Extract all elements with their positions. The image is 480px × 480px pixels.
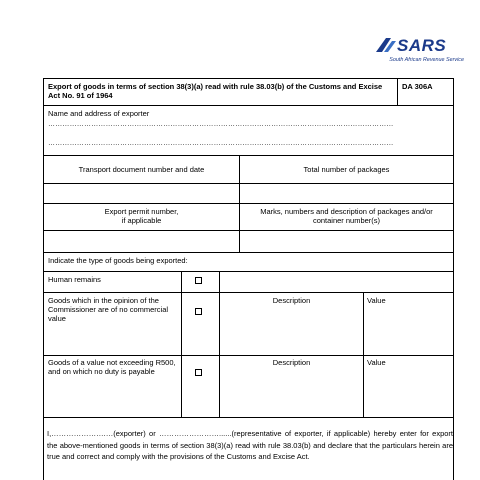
total-packages-label: Total number of packages	[303, 165, 390, 174]
value-label: Value	[367, 296, 386, 305]
export-permit-field[interactable]	[44, 231, 239, 252]
transport-doc-label: Transport document number and date	[78, 165, 205, 174]
name-address-line-2[interactable]: ………………………………………………………………………………………………………………………………	[48, 140, 394, 147]
name-address-label: Name and address of exporter	[48, 109, 150, 118]
goods-row-label: Goods of a value not exceeding R500, and on which no duty is payable	[48, 358, 176, 376]
form-number: DA 306A	[402, 82, 433, 91]
marks-numbers-field[interactable]	[240, 231, 453, 252]
name-address-line-1[interactable]: ………………………………………………………………………………………………………………………………	[48, 121, 394, 128]
logo-tagline: South African Revenue Service	[389, 57, 464, 63]
goods-type-label: Indicate the type of goods being exported:	[48, 256, 188, 265]
export-permit-label: Export permit number, if applicable	[104, 207, 179, 225]
logo-brand: SARS	[397, 36, 447, 55]
goods-row-label: Human remains	[48, 275, 101, 284]
marks-numbers-label: Marks, numbers and description of packages and/or container number(s)	[260, 207, 433, 225]
value-label: Value	[367, 358, 386, 367]
description-label: Description	[272, 358, 311, 367]
low-value-checkbox[interactable]	[195, 369, 202, 376]
description-label: Description	[272, 296, 311, 305]
form-title: Export of goods in terms of section 38(3)(a) read with rule 38.03(b) of the Customs and Excise Act No. 91 of 1964	[48, 82, 383, 100]
transport-doc-field[interactable]	[44, 184, 239, 203]
sars-logo	[374, 36, 464, 70]
goods-row-label: Goods which in the opinion of the Commissioner are of no commercial value	[48, 296, 169, 323]
declaration-text: I,………………….…(exporter) or ……………………......(representative of exporter, if applicable) hereby enter for export the above-mentioned goods in terms of section 38(3)(a) read with rule 38.03(b) and declare that the particulars herein are true and correct and comply with the provisions of the Customs and Excise Act.	[47, 429, 453, 462]
total-packages-field[interactable]	[240, 184, 453, 203]
human-remains-checkbox[interactable]	[195, 277, 202, 284]
no-commercial-value-checkbox[interactable]	[195, 308, 202, 315]
